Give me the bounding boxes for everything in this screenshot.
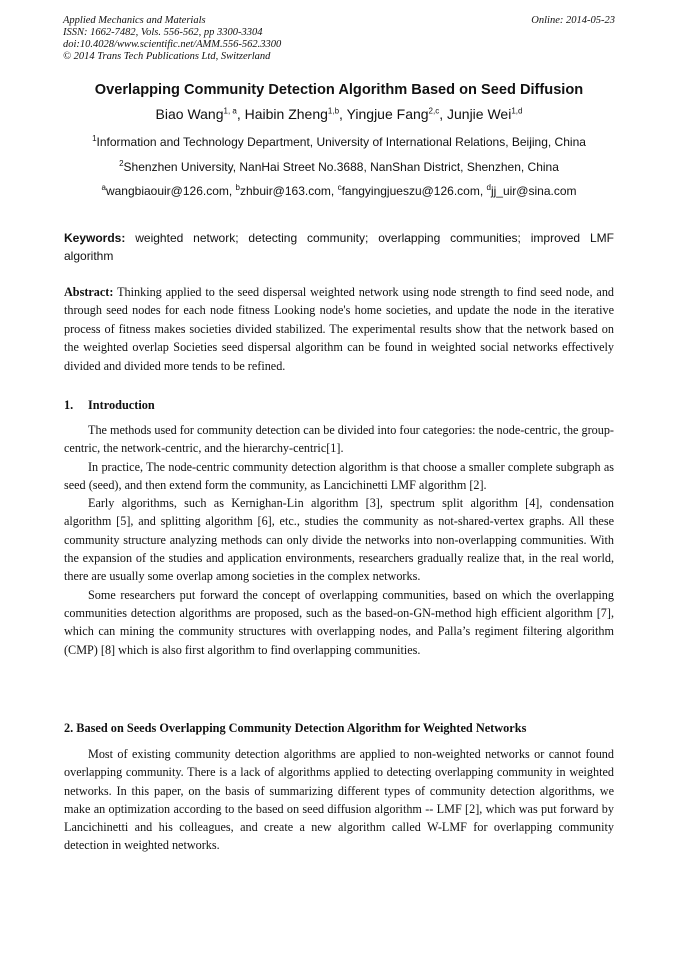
email-list: $^a$wangbiaouir@126.com, $^b$zhbuir@163.com, $^c$fangyingjueszu@126.com, $^d$jj_uir@sina.com <box>101 183 577 198</box>
paragraph: Most of existing community detection algorithms are applied to non-weighted networks or cannot found overlapping community. There is a lack of algorithms applied to detecting overlapping community in weighted networks. In this paper, on the basis of summarizing different types of community detection algorithms, we make an optimization according to the based on seed diffusion algorithm -- LMF [2], which was put forward by Lancichinetti and his colleagues, and create a new algorithm called W-LMF for overlapping community detection in weighted networks. <box>64 747 614 853</box>
paragraph: Early algorithms, such as Kernighan-Lin algorithm [3], spectrum split algorithm [4], condensation algorithm [5], and splitting algorithm [6], etc., studies the community as not-shared-vertex graphs. All these community structure analyzing methods can only divide the networks into non-overlapping communities. With the expansion of the studies and application environments, researchers gradually realize that, in the real world, there are usually some overlap among societies in the complex networks. <box>64 496 614 584</box>
journal-name: Applied Mechanics and Materials <box>63 15 206 26</box>
affiliation-text: Information and Technology Department, University of International Relations, Beijing, China <box>96 135 586 149</box>
abstract-label: Abstract: <box>64 285 114 299</box>
author-affil-mark: 2,c <box>428 106 440 116</box>
author-name: Haibin Zheng <box>244 106 328 122</box>
online-date: Online: 2014-05-23 <box>531 15 615 26</box>
author-affil-mark: 1, a <box>223 106 237 116</box>
abstract-block <box>64 283 614 375</box>
keywords-label: Keywords: <box>64 231 126 245</box>
email-mark: d <box>486 183 491 192</box>
abstract-text: Thinking applied to the seed dispersal weighted network using node strength to find seed node, and through seed nodes for each node fitness Looking node's home societies, and update the node in the iterative process of fitness makes societies divided stabilized. The experimental results show that the network based on the weighted overlap Societies seed dispersal algorithm can be found in weighted social networks effectively divided and divided more tends to be refined. <box>64 285 615 373</box>
author-affil-mark: 1,b <box>327 106 340 116</box>
doi-line: doi:10.4028/www.scientific.net/AMM.556-562.3300 <box>63 39 282 50</box>
affiliation-text: Shenzhen University, NanHai Street No.3688, NanShan District, Shenzhen, China <box>123 160 559 174</box>
author-name: Biao Wang <box>155 106 224 122</box>
author-name: Yingjue Fang <box>346 106 429 122</box>
email-mark: c <box>337 183 342 192</box>
section-2-body <box>64 745 614 855</box>
section-1-body <box>64 421 614 659</box>
affiliation-mark: 2 <box>119 159 124 168</box>
author-affil-mark: 1,d <box>511 106 523 116</box>
keywords-text: weighted network; detecting community; overlapping communities; improved LMF algorithm <box>64 231 614 263</box>
email-link[interactable]: zhbuir@163.com <box>240 184 331 198</box>
copyright-line: © 2014 Trans Tech Publications Ltd, Switzerland <box>63 51 271 62</box>
email-link[interactable]: jj_uir@sina.com <box>490 184 577 198</box>
journal-header <box>63 15 615 63</box>
paragraph: The methods used for community detection can be divided into four categories: the node-centric, the group-centric, the network-centric, and the hierarchy-centric[1]. <box>64 423 614 456</box>
paragraph: In practice, The node-centric community detection algorithm is that choose a smaller complete subgraph as seed (seed), and then extend form the community, as Lancichinetti LMF algorithm [2]. <box>64 459 614 492</box>
section-2-heading: 2. Based on Seeds Overlapping Community Detection Algorithm for Weighted Networks <box>64 721 527 735</box>
email-mark: a <box>101 183 106 192</box>
affiliation-mark: 1 <box>92 134 97 143</box>
author-name: Junjie Wei <box>447 106 512 122</box>
email-link[interactable]: wangbiaouir@126.com <box>105 184 229 198</box>
section-1-heading <box>64 398 614 413</box>
email-link[interactable]: fangyingjueszu@126.com <box>341 184 480 198</box>
author-list: Biao Wang$^{1, a}$, Haibin Zheng$^{1,b}$, Yingjue Fang$^{2,c}$, Junjie Wei$^{1,d}$ <box>155 106 523 122</box>
section-title: Introduction <box>88 398 155 412</box>
affiliation-2 <box>40 160 638 174</box>
paragraph: Some researchers put forward the concept of overlapping communities, based on which the overlapping communities detection algorithms are proposed, such as the based-on-GN-method high efficient algorithm [7], which can mining the community structures with overlapping nodes, and Palla’s regiment filtering algorithm (CMP) [8] which is also first algorithm to find overlapping communities. <box>64 587 614 657</box>
issn-line: ISSN: 1662-7482, Vols. 556-562, pp 3300-3304 <box>63 27 263 38</box>
paper-title: Overlapping Community Detection Algorithm Based on Seed Diffusion <box>94 82 584 98</box>
section-number: 1. <box>64 398 74 412</box>
keywords-block <box>64 229 614 265</box>
email-mark: b <box>235 183 240 192</box>
affiliation-1 <box>40 135 638 149</box>
